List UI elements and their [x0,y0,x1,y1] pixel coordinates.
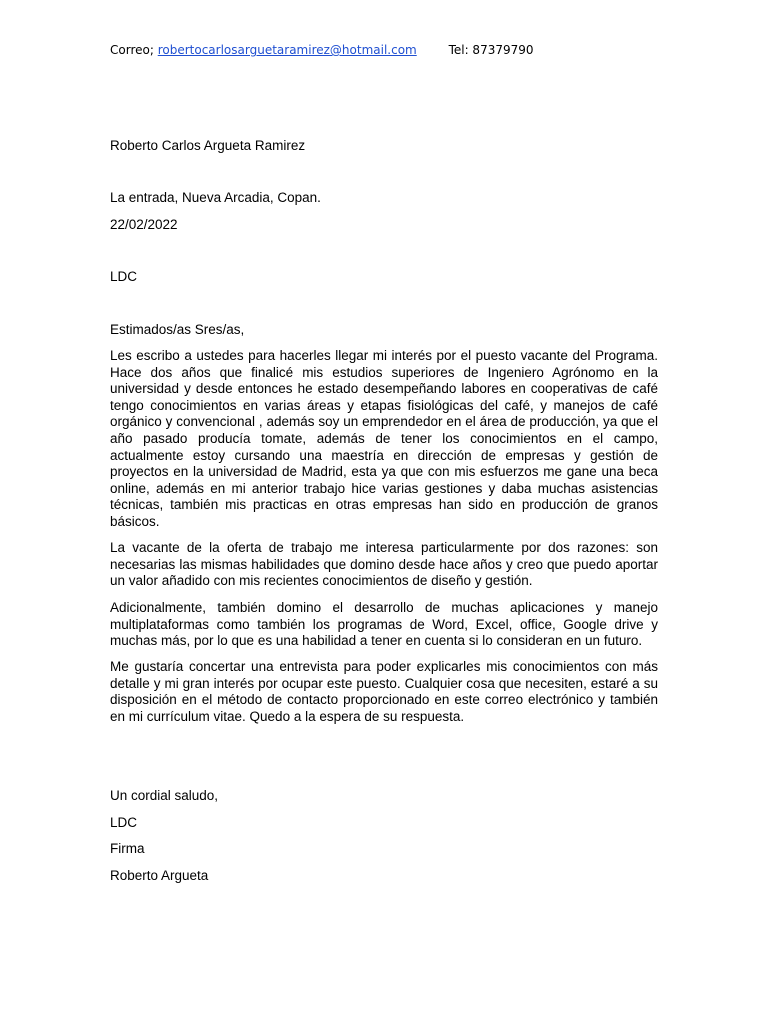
closing-organization: LDC [110,815,138,830]
sender-name: Roberto Carlos Argueta Ramirez [110,138,306,153]
greeting: Estimados/as Sres/as, [110,322,245,337]
sender-address: La entrada, Nueva Arcadia, Copan. [110,190,321,205]
contact-header [110,42,534,58]
email-link[interactable]: robertocarlosarguetaramirez@hotmail.com [157,43,417,57]
letter-date: 22/02/2022 [110,217,178,232]
paragraph-4: Me gustaría concertar una entrevista para poder explicarles mis conocimientos con más detalle y mi gran interés por ocupar este puesto. Cualquier cosa que necesiten, estaré a su disposición en el método de contacto proporcionado en este correo electrónico y también en mi currículum vitae. Quedo a la espera de su respuesta. [110,659,658,724]
paragraph-1: Les escribo a ustedes para hacerles llegar mi interés por el puesto vacante del Programa. Hace dos años que finalicé mis estudios superiores de Ingeniero Agrónomo en la universidad y desde entonces he estado desempeñando labores en cooperativas de café tengo conocimientos en varias áreas y etapas fisiológicas del café, y manejos de café orgánico y convencional , además soy un emprendedor en el área de producción, ya que el año pasado producía tomate, además de tener los conocimientos en el campo, actualmente estoy cursando una maestría en dirección de empresas y gestión de proyectos en la universidad de Madrid, esta ya que con mis esfuerzos me gane una beca online, además en mi anterior trabajo hice varias gestiones y daba muchas asistencias técnicas, también mis practicas en otras empresas han sido en producción de granos básicos. [110,348,658,529]
recipient: LDC [110,269,138,284]
phone-number: Tel: 87379790 [448,43,534,57]
paragraph-3: Adicionalmente, también domino el desarrollo de muchas aplicaciones y manejo multiplataformas como también los programas de Word, Excel, office, Google drive y muchas más, por lo que es una habilidad a tener en cuenta si lo consideran en un futuro. [110,600,658,649]
paragraph-2: La vacante de la oferta de trabajo me interesa particularmente por dos razones: son necesarias las mismas habilidades que domino desde hace años y creo que puedo aportar un valor añadido con mis recientes conocimientos de diseño y gestión. [110,540,658,589]
closing: Un cordial saludo, [110,788,219,803]
email-label: Correo; [110,43,154,57]
signature-label: Firma [110,841,145,856]
signature-name: Roberto Argueta [110,868,209,883]
